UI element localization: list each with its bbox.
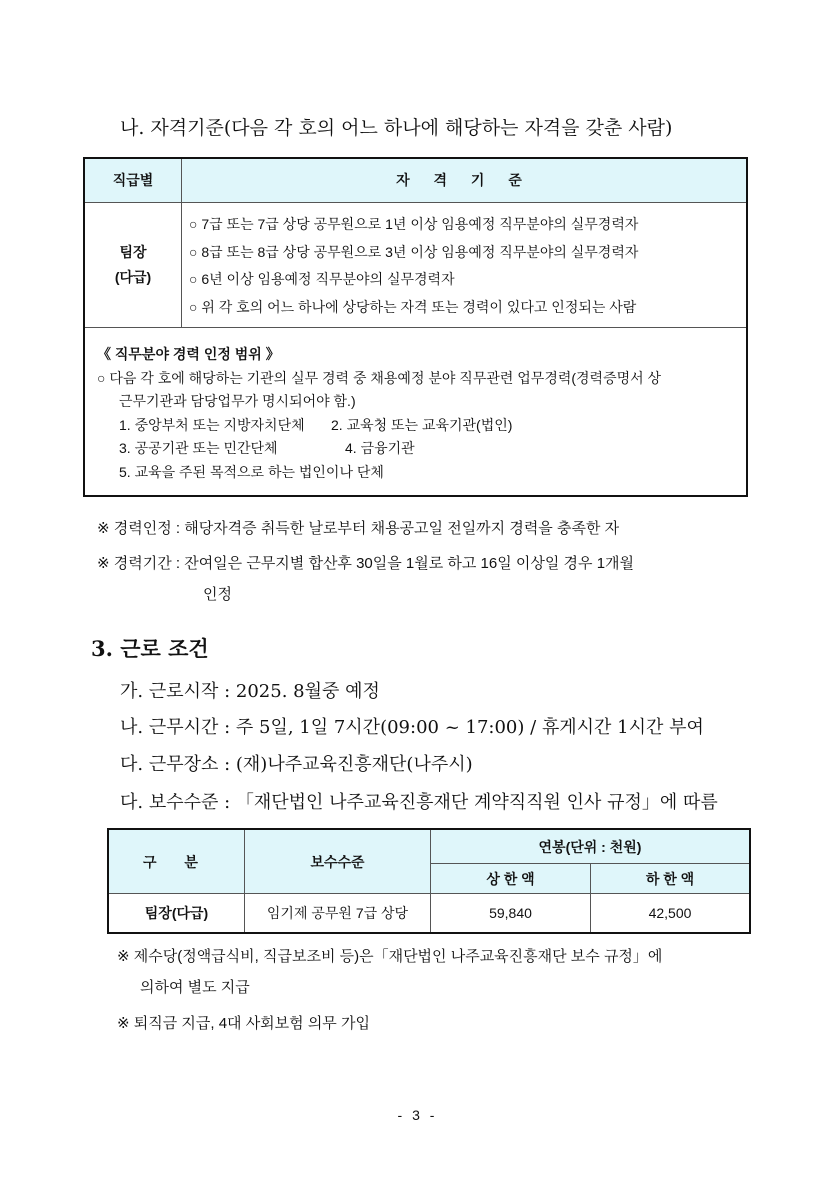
row-upper-limit-value: 59,840 — [489, 905, 532, 921]
note-career-recognition: ※ 경력인정 : 해당자격증 취득한 날로부터 채용공고일 전일까지 경력을 충족한 자 — [97, 520, 620, 537]
row-salary-level-value: 임기제 공무원 7급 상당 — [266, 905, 409, 921]
work-start: 가. 근로시작 : 2025. 8월중 예정 — [120, 681, 380, 702]
rank-title: 팀장 — [119, 244, 147, 260]
column-divider — [181, 159, 182, 327]
row-lower-limit — [591, 894, 749, 932]
note-allowance: ※ 제수당(정액급식비, 직급보조비 등)은「재단법인 나주교육진흥재단 보수 규정」에 — [117, 948, 663, 965]
criteria-item: ○ 8급 또는 8급 상당 공무원으로 3년 이상 임용예정 직무분야의 실무경력자 — [189, 243, 639, 260]
career-scope — [97, 343, 661, 484]
criteria-item: ○ 6년 이상 임용예정 직무분야의 실무경력자 — [189, 271, 455, 287]
header-criteria: 자 격 기 준 — [396, 172, 532, 188]
header-annual-salary — [431, 830, 749, 864]
row-salary-level — [245, 894, 431, 932]
header-division-label: 구 분 — [143, 853, 210, 870]
header-upper-limit-label: 상 한 액 — [486, 870, 535, 887]
note-severance: ※ 퇴직금 지급, 4대 사회보험 의무 가입 — [117, 1015, 370, 1032]
section-title: 3. 근로 조건 — [91, 636, 209, 661]
qualification-heading: 나. 자격기준(다음 각 호의 어느 하나에 해당하는 자격을 갖춘 사람) — [120, 117, 673, 139]
scope-item: 4. 금융기관 — [345, 440, 415, 456]
scope-item: 2. 교육청 또는 교육기관(법인) — [331, 416, 513, 433]
header-lower-limit — [591, 864, 749, 894]
note-career-period-cont: 인정 — [203, 586, 232, 603]
header-rank: 직급별 — [112, 172, 154, 188]
note-career-period: ※ 경력기간 : 잔여일은 근무지별 합산후 30일을 1월로 하고 16일 이상일 경우 1개월 — [97, 555, 635, 572]
criteria-list — [189, 211, 638, 321]
salary-table — [107, 828, 751, 934]
scope-item: 5. 교육을 주된 목적으로 하는 법인이나 단체 — [119, 463, 384, 480]
career-scope-text-cont: 근무기관과 담당업무가 명시되어야 함.) — [119, 393, 356, 409]
row-division-value: 팀장(다급) — [144, 905, 209, 921]
rank-grade: (다급) — [114, 269, 152, 285]
note-allowance-cont: 의하여 별도 지급 — [140, 979, 250, 996]
header-salary-level — [245, 830, 431, 894]
header-annual-salary-label: 연봉(단위 : 천원) — [538, 838, 642, 855]
row-lower-limit-value: 42,500 — [648, 905, 692, 921]
header-upper-limit — [431, 864, 591, 894]
salary-level: 다. 보수수준 : 「재단법인 나주교육진흥재단 계약직직원 인사 규정」에 따름 — [120, 792, 718, 813]
row-upper-limit — [431, 894, 591, 932]
scope-item: 3. 공공기관 또는 민간단체 — [119, 440, 278, 456]
row-division — [109, 894, 245, 932]
work-place: 다. 근무장소 : (재)나주교육진흥재단(나주시) — [120, 754, 473, 775]
criteria-item: ○ 7급 또는 7급 상당 공무원으로 1년 이상 임용예정 직무분야의 실무경력자 — [189, 216, 639, 232]
rank-cell — [85, 203, 181, 327]
header-salary-level-label: 보수수준 — [310, 853, 365, 870]
row-divider — [85, 327, 746, 328]
criteria-item: ○ 위 각 호의 어느 하나에 상당하는 자격 또는 경력이 있다고 인정되는 사람 — [189, 298, 637, 315]
qualification-table — [83, 157, 748, 497]
career-scope-title: 《 직무분야 경력 인정 범위 》 — [97, 346, 280, 362]
page-number: - 3 - — [397, 1107, 438, 1123]
scope-item: 1. 중앙부처 또는 지방자치단체 — [119, 416, 305, 433]
work-hours: 나. 근무시간 : 주 5일, 1일 7시간(09:00 ~ 17:00) / 휴게시간 1시간 부여 — [120, 717, 704, 738]
header-lower-limit-label: 하 한 액 — [645, 870, 695, 887]
header-division — [109, 830, 245, 894]
career-scope-text: ○ 다음 각 호에 해당하는 기관의 실무 경력 중 채용예정 분야 직무관련 업무경력(경력증명서 상 — [97, 369, 662, 386]
